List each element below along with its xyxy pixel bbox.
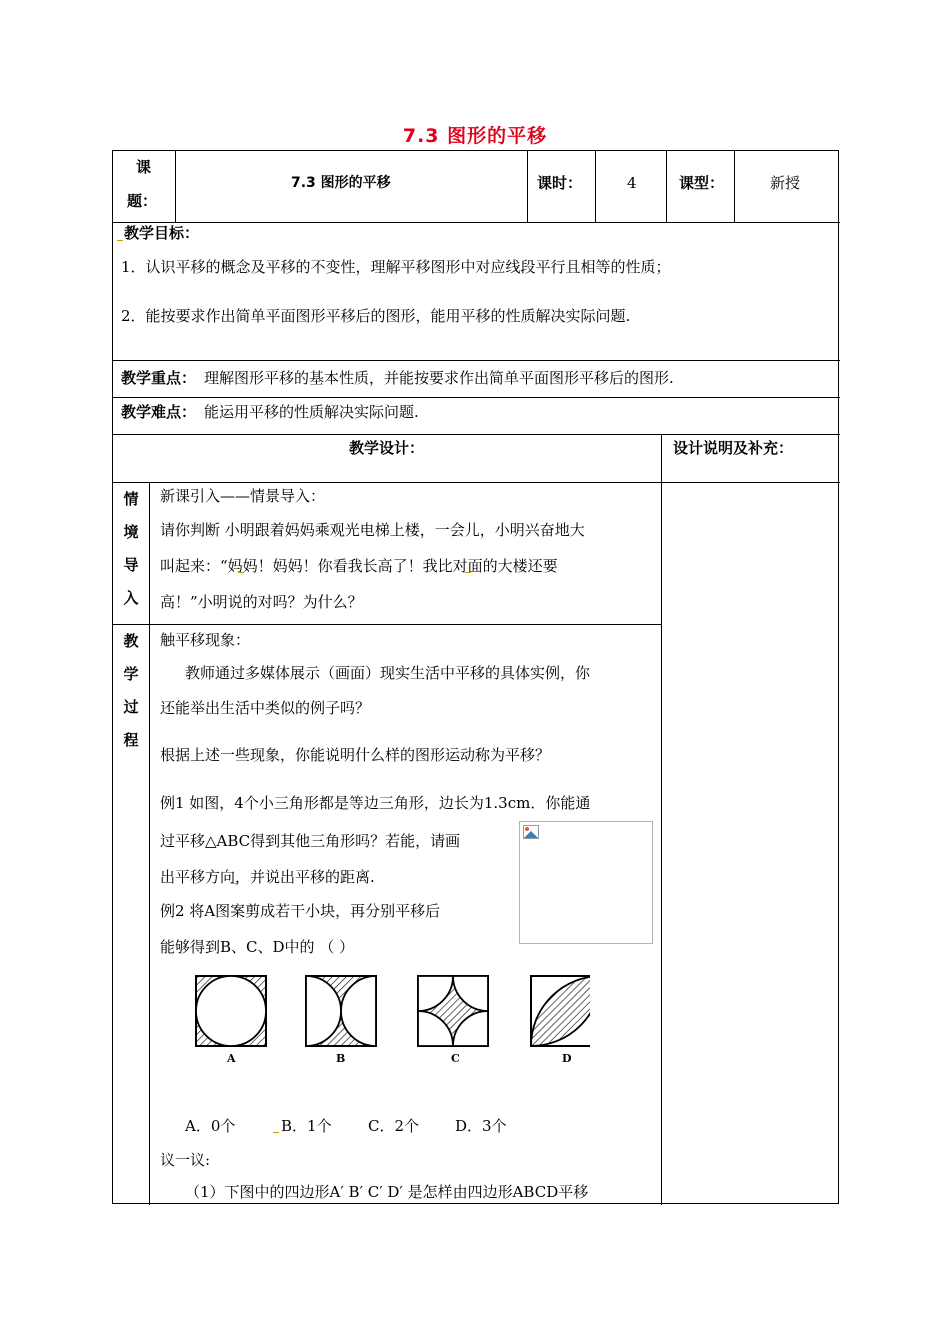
objectives-label: 教学目标：	[124, 224, 200, 242]
discuss-label: 议一议:	[160, 1151, 211, 1169]
intro-line: 叫起来：“妈妈！妈妈！你看我长高了！我比对面的大楼还要	[160, 557, 558, 575]
difficulty-text: 能运用平移的性质解决实际问题.	[204, 403, 419, 421]
process-line: 教师通过多媒体展示（画面）现实生活中平移的具体实例，你	[185, 664, 591, 682]
figure-label-a: A	[227, 1052, 236, 1065]
document-title: 7.3 图形的平移	[402, 125, 548, 147]
choice-a: A．0个	[185, 1117, 236, 1135]
topic-value: 7.3 图形的平移	[291, 175, 391, 191]
choice-b: B．1个	[281, 1117, 332, 1135]
process-line: 还能举出生活中类似的例子吗？	[160, 699, 371, 717]
process-line: 触平移现象：	[160, 631, 251, 649]
intro-line: 请你判断 小明跟着妈妈乘观光电梯上楼，一会儿，小明兴奋地大	[160, 521, 585, 539]
notes-header: 设计说明及补充：	[673, 439, 794, 457]
figure-b	[306, 976, 376, 1046]
figure-label-b: B	[336, 1052, 346, 1065]
difficulty-label: 教学难点：	[121, 403, 197, 421]
triangle-figure-placeholder	[519, 821, 653, 944]
example-2-line: 能够得到B、C、D中的 （ ）	[160, 938, 355, 956]
broken-image-icon	[523, 825, 539, 839]
figure-c	[418, 976, 488, 1046]
example-1-line: 过平移△ABC得到其他三角形吗？若能，请画	[160, 832, 461, 850]
pattern-figures	[190, 970, 590, 1075]
choice-c: C．2个	[368, 1117, 420, 1135]
objective-item: 2．能按要求作出简单平面图形平移后的图形，能用平移的性质解决实际问题.	[121, 307, 631, 325]
figure-a	[196, 976, 266, 1046]
key-point-label: 教学重点：	[121, 369, 197, 387]
example-1-line: 例1 如图，4个小三角形都是等边三角形，边长为1.3cm．你能通	[160, 794, 591, 812]
figure-label-d: D	[562, 1052, 572, 1065]
type-value: 新授	[770, 174, 801, 192]
example-2-line: 例2 将A图案剪成若干小块，再分别平移后	[160, 902, 441, 920]
figure-label-c: C	[451, 1052, 460, 1065]
intro-line: 新课引入——情景导入：	[160, 487, 326, 505]
question-line: （1）下图中的四边形A′ B′ C′ D′ 是怎样由四边形ABCD平移	[185, 1183, 589, 1201]
intro-line: 高！”小明说的对吗？为什么？	[160, 593, 363, 611]
topic-label: 课	[136, 158, 152, 176]
topic-label-2: 题：	[127, 192, 158, 210]
figure-d	[531, 976, 590, 1046]
design-header: 教学设计：	[349, 439, 425, 457]
process-side-label: 教 学 过 程	[123, 632, 139, 749]
choice-d: D．3个	[455, 1117, 507, 1135]
hours-value: 4	[627, 174, 637, 192]
example-1-line: 出平移方向，并说出平移的距离.	[160, 868, 375, 886]
type-label: 课型：	[679, 174, 725, 192]
key-point-text: 理解图形平移的基本性质，并能按要求作出简单平面图形平移后的图形.	[204, 369, 674, 387]
objective-item: 1．认识平移的概念及平移的不变性，理解平移图形中对应线段平行且相等的性质；	[121, 258, 671, 276]
intro-side-label: 情 境 导 入	[123, 490, 139, 607]
process-line: 根据上述一些现象，你能说明什么样的图形运动称为平移？	[160, 746, 551, 764]
hours-label: 课时：	[537, 174, 583, 192]
